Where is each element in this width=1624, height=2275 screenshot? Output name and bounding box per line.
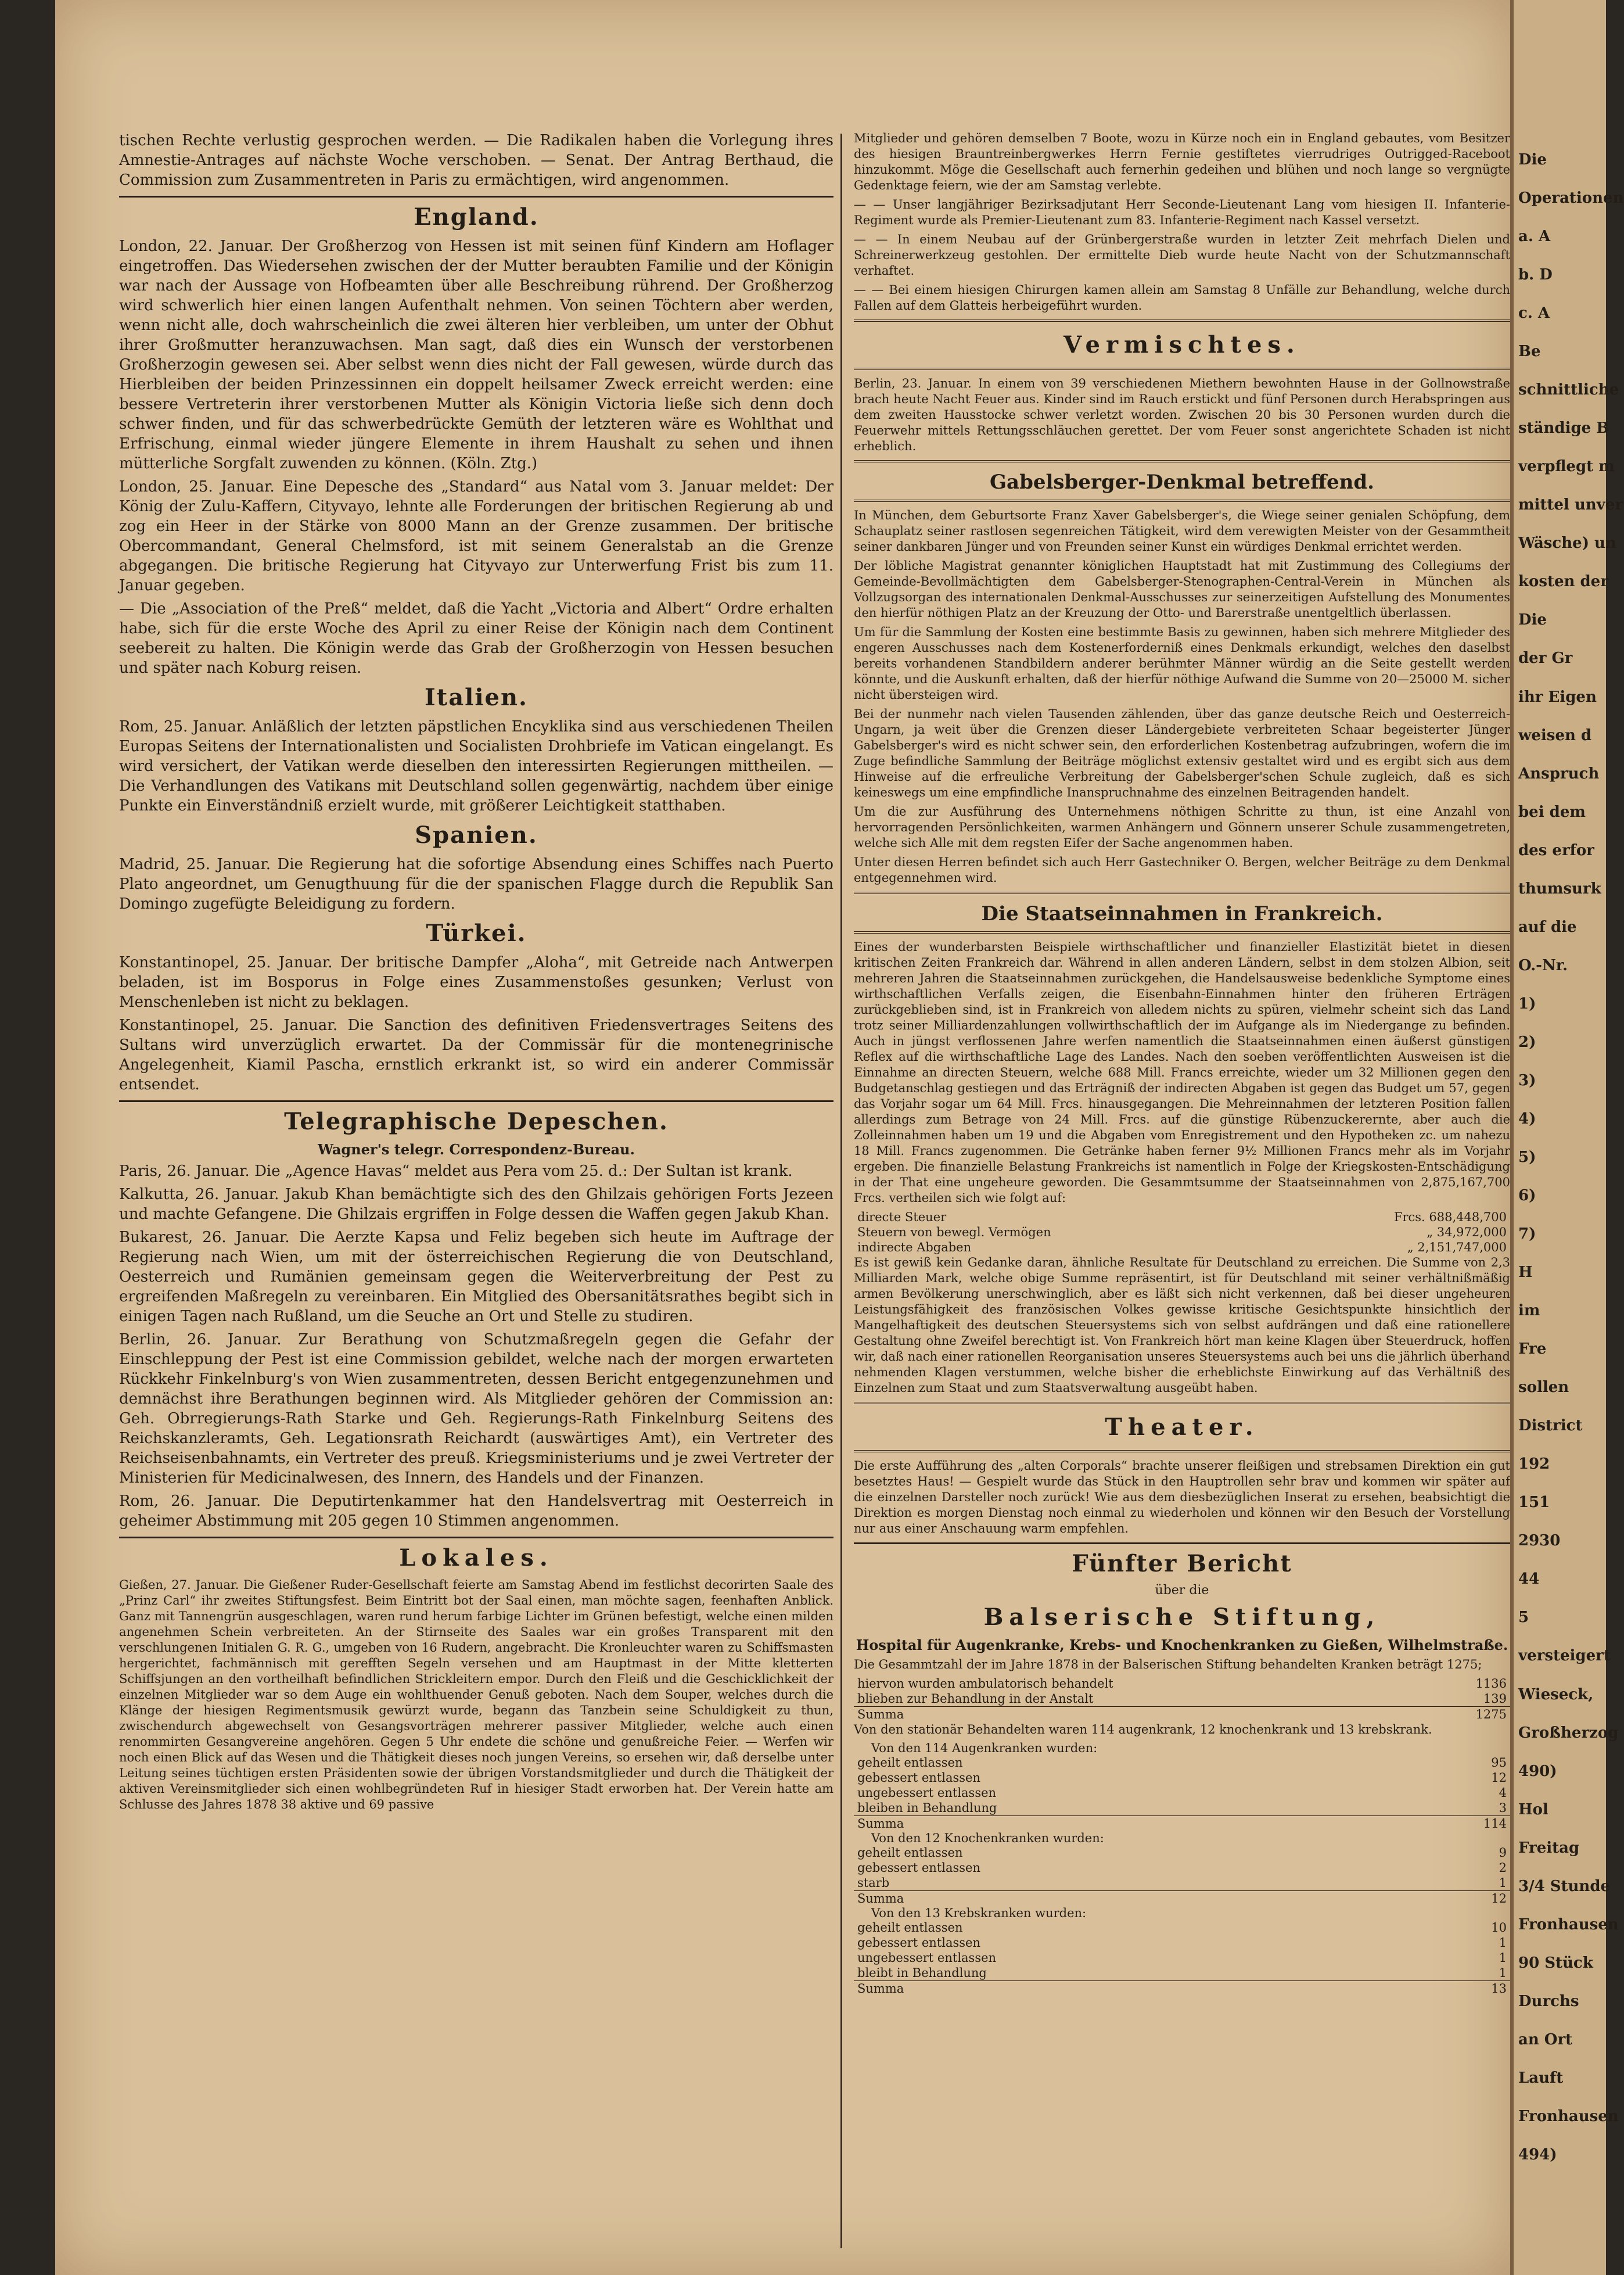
strip-fragment: Lauft [1518, 2069, 1564, 2087]
strip-fragment: 494) [1518, 2145, 1557, 2163]
article-ruder-continued: Mitglieder und gehören demselben 7 Boote, wozu in Kürze noch ein in England gebautes, vom Besitzer des hiesigen Brauntreinbergwerkes Herrn Fernie gestiftetes vierrudriges Outrigged-Raceboot hinzukommt. Möge die Gesellschaft auch fernerhin gedeihen und blühen und noch lange so vergnügte Gedenktage feiern, wie der am Samstag verlebte. [854, 131, 1510, 192]
strip-fragment: ihr Eigen [1518, 688, 1597, 706]
gabelsberger-header [854, 460, 1510, 502]
bericht-p2: Von den stationär Behandelten waren 114 augenkrank, 12 knochenkrank und 13 krebskrank. [854, 1723, 1432, 1736]
krebs-heading: Von den 13 Krebskranken wurden: [871, 1906, 1087, 1920]
table-row: geheilt entlassen 95 [857, 1756, 1507, 1770]
strip-fragment: 1) [1518, 995, 1536, 1013]
column-separator [840, 134, 842, 2248]
strip-fragment: Fronhausen [1518, 1915, 1619, 1933]
gabelsberger-p2: Der löbliche Magistrat genannter königlichen Hauptstadt hat mit Zustimmung des Collegiums der Gemeinde-Bevollmächtigten dem Gabelsberger-Stenographen-Central-Verein in München als Vollzugsorgan des internationalen Denkmal-Ausschusses zur seinerzeitigen Aufstellung des Monumentes den hierfür nöthigen Platz an der Kreuzung der Otto- und Barerstraße unentgeltlich überlassen. [854, 559, 1510, 620]
krebs-table [854, 1920, 1510, 1996]
article-lang: — — Unser langjähriger Bezirksadjutant Herr Seconde-Lieutenant Lang vom hiesigen II. Infanterie-Regiment wurde als Premier-Lieutenant zum 83. Infanterie-Regiment nach Kassel versetzt. [854, 198, 1510, 227]
strip-fragment: Freitag [1518, 1839, 1580, 1857]
theater-header [854, 1402, 1510, 1452]
strip-fragment: Die [1518, 611, 1547, 629]
table-row: bleibt in Behandlung 1 [857, 1966, 1507, 1980]
strip-fragment: Operationen [1518, 189, 1624, 207]
article-rom: Rom, 25. Januar. Anläßlich der letzten päpstlichen Encyklika sind aus verschiedenen Theilen Europas Seitens der Internationalisten und Socialisten Drohbriefe im Vatican eingelangt. Es wird versichert, der Vatikan werde dieselben den interessirten Regierungen mittheilen. — Die Verhandlungen des Vatikans mit Deutschland sollen gegenwärtig, nachdem über einige Punkte ein Einverständniß erzielt wurde, mit größerer Leichtigkeit statthaben. [119, 718, 833, 814]
newspaper-page [55, 0, 1510, 2275]
bericht-p1: Die Gesammtzahl der im Jahre 1878 in der Balserischen Stiftung behandelten Kranken beträgt 1275; [854, 1657, 1482, 1671]
article-london-3: — Die „Association of the Preß“ meldet, daß die Yacht „Victoria and Albert“ Ordre erhalten habe, sich für die erste Woche des April zu einer Reise der Königin nach dem Continent seebereit zu halten. Die Königin werde das Grab der Großherzogin von Hessen besuchen und später nach Koburg reisen. [119, 600, 833, 677]
gabelsberger-p3: Um für die Sammlung der Kosten eine bestimmte Basis zu gewinnen, haben sich mehrere Mitglieder des engeren Ausschusses nach dem Kostenerforderniß eines Denkmals erkundigt, welches den daselbst bereits vorhandenen Standbildern anderer berühmter Männer würdig an die Seite gestellt werden könnte, und die Auskunft erhalten, daß der hierfür nöthige Aufwand die Summe von 20—25000 M. sicher nicht übersteigen wird. [854, 625, 1510, 702]
intro-paragraph: tischen Rechte verlustig gesprochen werden. — Die Radikalen haben die Vorlegung ihres Amnestie-Antrages auf nächste Woche verschoben. — Senat. Der Antrag Berthaud, die Commission zum Zusammentreten in Paris zu ermächtigen, wird angenommen. [119, 132, 833, 189]
strip-fragment: b. D [1518, 266, 1553, 284]
section-title-spanien: Spanien. [415, 821, 538, 849]
table-row: gebessert entlassen 1 [857, 1936, 1507, 1950]
telegram-rom: Rom, 26. Januar. Die Deputirtenkammer hat den Handelsvertrag mit Oesterreich in geheimer Abstimmung mit 205 gegen 10 Stimmen angenommen. [119, 1492, 833, 1530]
strip-fragment: H [1518, 1264, 1533, 1282]
telegram-paris: Paris, 26. Januar. Die „Agence Havas“ meldet aus Pera vom 25. d.: Der Sultan ist krank. [119, 1162, 793, 1180]
table-row: Steuern von bewegl. Vermögen „ 34,972,000 [857, 1225, 1507, 1239]
bureau-subtitle: Wagner's telegr. Correspondenz-Bureau. [318, 1141, 635, 1158]
strip-fragment: der Gr [1518, 650, 1573, 668]
strip-fragment: 7) [1518, 1225, 1536, 1243]
divider [854, 1542, 1510, 1544]
strip-fragment: versteigert [1518, 1647, 1611, 1665]
article-diebstahl: — — In einem Neubau auf der Grünbergerstraße wurden in letzter Zeit mehrfach Dielen und Schreinerwerkzeug gestohlen. Der ermittelte Dieb wurde heute Nacht von der Schutzmannschaft verhaftet. [854, 232, 1510, 278]
augen-heading: Von den 114 Augenkranken wurden: [871, 1741, 1098, 1755]
table-row: directe Steuer Frcs. 688,448,700 [857, 1210, 1507, 1224]
strip-fragment: 6) [1518, 1187, 1536, 1205]
bericht-table-1 [854, 1676, 1510, 1722]
strip-fragment: 44 [1518, 1570, 1540, 1588]
strip-fragment: mittel unver [1518, 496, 1623, 514]
section-title-staatseinnahmen: Die Staatseinnahmen in Frankreich. [981, 902, 1383, 925]
strip-fragment: sollen [1518, 1379, 1569, 1397]
strip-fragment: Hol [1518, 1800, 1548, 1818]
table-row: gebessert entlassen 12 [857, 1771, 1507, 1785]
lokales-body [119, 1577, 833, 1813]
table-row: Summa 1275 [854, 1707, 1510, 1723]
theater-p1: Die erste Aufführung des „alten Corporals“ brachte unserer fleißigen und strebsamen Direktion ein gut besetztes Haus! — Gespielt wurde das Stück in den Hauptrollen sehr brav und kommen wir später auf die einzelnen Darsteller noch zurück! Wie aus dem diesbezüglichen Inserat zu ersehen, beabsichtigt die Direktion es morgen Dienstag noch einmal zu wiederholen und können wir den Besuch der Vorstellung nur aus einer Anschauung warm empfehlen. [854, 1459, 1510, 1535]
strip-fragment: O.-Nr. [1518, 956, 1568, 974]
table-row: Summa 114 [854, 1816, 1510, 1832]
section-title-italien: Italien. [425, 684, 528, 711]
left-column [119, 131, 833, 1816]
section-title-gabelsberger: Gabelsberger-Denkmal betreffend. [990, 471, 1374, 494]
article-madrid: Madrid, 25. Januar. Die Regierung hat die sofortige Absendung eines Schiffes nach Puerto Plato angeordnet, um Genugthuung für die der spanischen Flagge durch die Republik San Domingo zugefügte Beleidigung zu fordern. [119, 856, 833, 913]
strip-fragment: an Ort [1518, 2030, 1573, 2048]
table-row: geheilt entlassen 10 [857, 1921, 1507, 1935]
strip-fragment: im [1518, 1302, 1540, 1320]
bericht-subtitle: Hospital für Augenkranke, Krebs- und Knochenkranken zu Gießen, Wilhelmstraße. [856, 1637, 1508, 1653]
table-row: bleiben in Behandlung 3 [857, 1801, 1507, 1815]
article-berlin-feuer: Berlin, 23. Januar. In einem von 39 verschiedenen Miethern bewohnten Hause in der Gollnowstraße brach heute Nacht Feuer aus. Kinder sind im Rauch erstickt und fünf Personen durch Herabspringen aus dem zweiten Hausstocke schwer verletzt worden. Zwischen 20 bis 30 Personen wurden durch die Feuerwehr mittels Rettungsschläuchen gerettet. Der vom Feuer sonst angerichtete Schaden ist nicht erheblich. [854, 376, 1510, 453]
staatseinnahmen-header [854, 892, 1510, 934]
gabelsberger-body [854, 508, 1510, 886]
article-unfaelle: — — Bei einem hiesigen Chirurgen kamen allein am Samstag 8 Unfälle zur Behandlung, welche durch Fallen auf dem Glatteis herbeigeführt wurden. [854, 283, 1510, 313]
article-konstantinopel-2: Konstantinopel, 25. Januar. Die Sanction des definitiven Friedensvertrages Seitens des Sultans wird unverzüglich erwartet. Da der Commissär für die montenegrinische Angelegenheit, Kiamil Pascha, ernstlich erkrankt ist, so wird ein anderer Commissär entsendet. [119, 1017, 833, 1093]
table-row: hiervon wurden ambulatorisch behandelt 1136 [857, 1677, 1507, 1691]
strip-fragment: weisen d [1518, 726, 1592, 744]
strip-fragment: Großherzog [1518, 1724, 1619, 1742]
article-london-1: London, 22. Januar. Der Großherzog von Hessen ist mit seinen fünf Kindern am Hoflager eingetroffen. Das Wiedersehen zwischen der der Mutter beraubten Familie und der Königin war nach der Aussage von Hofbeamten über alle Beschreibung rührend. Der Großherzog wird schwerlich hier einen langen Aufenthalt nehmen. Von seinen Töchtern aber werden, wenn nicht alle, doch wahrscheinlich die zwei älteren hier verbleiben, um unter der Obhut ihrer Großmutter heranzuwachsen. Man sagt, daß dies ein Wunsch der verstorbenen Großherzogin gewesen sei. Aber selbst wenn dies nicht der Fall gewesen, würde durch das Hierbleiben der beiden Prinzessinnen ein doppelt heilsamer Zweck erreicht werden: eine bessere Vertreterin ihrer verstorbenen Mutter als Königin Victoria ließe sich denn doch schwer finden, und für das schwerbedrückte Gemüth der letzteren wäre es Wohlthat und Erfrischung, einmal wieder jüngere Elemente in ihrem Haushalt zu sehen und ihnen mütterliche Sorgfalt zuwenden zu können. (Köln. Ztg.) [119, 238, 833, 472]
section-title-telegraphische-depeschen: Telegraphische Depeschen. [284, 1108, 669, 1135]
strip-fragment: thumsurk [1518, 880, 1601, 898]
staatseinnahmen-table [854, 1210, 1510, 1255]
staatseinnahmen-p1: Eines der wunderbarsten Beispiele wirthschaftlicher und finanzieller Elastizität bietet in diesen kritischen Zeiten Frankreich dar. Während in allen anderen Ländern, selbst in dem stolzen Albion, seit mehreren Jahren die Staatseinnahmen zurückgehen, die Handelsausweise bedenkliche Symptome eines wirthschaftlichen Verfalls zeigen, die Eisenbahn-Einnahmen hinter den früheren Erträgen zurückgeblieben sind, ist in Frankreich von alledem nichts zu spüren, vielmehr scheint sich das Land trotz seiner Milliardenzahlungen vollwirthschaftlich der im Aufgange als im Niedergange zu befinden. Auch in jüngst verflossenen Jahre werfen namentlich die Staatseinnahmen einen äußerst günstigen Reflex auf die wirthschaftliche Lage des Landes. Nach den soeben veröffentlichten Ausweisen ist die Einnahme an directen Steuern, welche 688 Mill. Francs erreichte, wieder um 32 Millionen gegen den Budgetanschlag gestiegen und das Erträgniß der indirecten Abgaben ist gegen das Budget um 57, gegen das Vorjahr sogar um 64 Mill. Frcs. hinausgegangen. Die Mehreinnahmen der letzteren Position fallen allerdings zum Betrage von 24 Mill. Frcs. auf die günstige Rübenzuckerernte, aber auch die Zolleinnahmen haben um 19 und die Abgaben vom Enregistrement und den Hypotheken zc. um nahezu 18 Mill. Francs zugenommen. Die Getränke haben ferner 9½ Millionen Francs mehr als im Vorjahr ergeben. Die finanzielle Belastung Frankreichs ist namentlich in Folge der Kriegskosten-Entschädigung in der That eine ungeheure geworden. Die Gesammtsumme der Staatseinnahmen von 2,875,167,700 Frcs. vertheilen sich wie folgt auf: [854, 940, 1510, 1205]
vermischtes-body [854, 376, 1510, 454]
staatseinnahmen-body [854, 939, 1510, 1396]
table-row: indirecte Abgaben „ 2,151,747,000 [857, 1240, 1507, 1254]
strip-fragment: ständige B [1518, 419, 1609, 437]
strip-fragment: 5 [1518, 1609, 1529, 1627]
article-london-2: London, 25. Januar. Eine Depesche des „Standard“ aus Natal vom 3. Januar meldet: Der König der Zulu-Kaffern, Cityvayo, lehnte alle Forderungen der britischen Regierung ab und zog ein Heer in der Stärke von 8000 Mann an der Grenze zusammen. Der britische Obercommandant, General Chelmsford, ist mit seinem Generalstab an die Grenze abgegangen. Die britische Regierung hat Cityvayo zur Unterwerfung Frist bis zum 11. Januar gegeben. [119, 478, 833, 594]
bericht-name: Balserische Stiftung, [983, 1603, 1381, 1631]
table-row: Summa 13 [854, 1981, 1510, 1997]
strip-fragment: 4) [1518, 1110, 1536, 1128]
divider [119, 196, 833, 198]
telegram-bukarest: Bukarest, 26. Januar. Die Aerzte Kapsa und Feliz begeben sich heute im Auftrage der Regierung nach Wien, um mit der österreichischen Regierung die von Deutschland, Oesterreich und Rumänien gemeinsam gegen die Weiterverbreitung der Pest zu ergreifenden Maßregeln zu vereinbaren. Ein Mitglied des Obersanitätsrathes begibt sich in einigen Tagen nach Rußland, um die Seuche an Ort und Stelle zu studiren. [119, 1229, 833, 1325]
gabelsberger-p4: Bei der nunmehr nach vielen Tausenden zählenden, über das ganze deutsche Reich und Oesterreich-Ungarn, ja weit über die Grenzen dieser Ländergebiete verbreiteten Schaar begeisterter Jünger Gabelsberger's wird es nicht schwer sein, den erforderlichen Kostenbetrag aufzubringen, wofern die im Zuge befindliche Sammlung der Beiträge möglichst extensiv gestaltet wird und es ergibt sich aus dem Hinweise auf die erfreuliche Verbreitung der Gabelsberger'schen Schule zugleich, daß es sich keineswegs um eine empfindliche Inanspruchnahme des einzelnen Beitragenden handelt. [854, 707, 1510, 799]
theater-body [854, 1458, 1510, 1537]
strip-fragment: auf die [1518, 918, 1577, 936]
strip-fragment: Die [1518, 151, 1547, 168]
article-konstantinopel-1: Konstantinopel, 25. Januar. Der britische Dampfer „Aloha“, mit Getreide nach Antwerpen beladen, ist im Bosporus in Folge eines Zusammenstoßes gesunken; Verlust von Menschenleben ist nicht zu beklagen. [119, 954, 833, 1011]
strip-fragment: Durchs [1518, 1992, 1579, 2010]
bericht-body [854, 1657, 1510, 1996]
section-title-tuerkei: Türkei. [426, 920, 527, 947]
strip-fragment: Wäsche) un [1518, 534, 1616, 552]
bericht-ueber: über die [1155, 1583, 1209, 1598]
strip-fragment: 3/4 Stunde [1518, 1877, 1611, 1895]
augen-table [854, 1755, 1510, 1831]
strip-fragment: 5) [1518, 1148, 1536, 1166]
article-giessen: Gießen, 27. Januar. Die Gießener Ruder-Gesellschaft feierte am Samstag Abend im festlichst decorirten Saale des „Prinz Carl“ ihr zweites Stiftungsfest. Beim Eintritt bot der Saal einen, man möchte sagen, feenhaften Anblick. Ganz mit Tannengrün ausgeschlagen, waren rund herum farbige Lichter im Grünen befestigt, welche einen milden angenehmen Schein verbreiteten. An der Stirnseite des Saales war ein großes Transparent mit den verschlungenen Initialen G. R. G., umgeben von 16 Rudern, angebracht. Die Kronleuchter waren zu Schiffsmasten hergerichtet, fachmännisch mit gerefften Segeln versehen und am Hauptmast in der Mitte kletterten Schiffsjungen an den vortheilhaft befindlichen Strickleitern empor. Durch den Fleiß und die Geschicklichkeit der einzelnen Mitglieder war so dem Auge ein wohlthuender Genuß geboten. Nach dem Souper, welches durch die Klänge der hiesigen Regimentsmusik gewürzt wurde, begann das Tanzbein seine Schuldigkeit zu thun, zwischendurch abgewechselt von Gesangsvorträgen mehrerer passiver Mitglieder, welche auch einen renommirten Gesangvereine angehören. Gegen 5 Uhr endete die schöne und genußreiche Feier. — Werfen wir noch einen Blick auf das Wesen und die Thätigkeit dieses noch jungen Vereins, so ersehen wir, daß derselbe unter Leitung seines tüchtigen ersten Präsidenten sowie der übrigen Vorstandsmitglieder und durch die Thätigkeit der aktiven Vereinsmitglieder sich einen wohlbegründeten Ruf in hiesiger Stadt erworben hat. Der Verein hatte am Schlusse des Jahres 1878 38 aktive und 69 passive [119, 1578, 833, 1811]
telegram-kalkutta: Kalkutta, 26. Januar. Jakub Khan bemächtigte sich des den Ghilzais gehörigen Forts Jezeen und machte Gefangene. Die Ghilzais ergriffen in Folge dessen die Waffen gegen Jakub Khan. [119, 1186, 833, 1223]
table-row: Summa 12 [854, 1891, 1510, 1907]
gabelsberger-p1: In München, dem Geburtsorte Franz Xaver Gabelsberger's, die Wiege seiner genialen Schöpfung, dem Schauplatz seiner rastlosen segenreichen Tätigkeit, wird dem verewigten Meister von der Gesammtheit seiner dankbaren Jünger und von Freunden seiner Kunst ein würdiges Denkmal errichtet werden. [854, 508, 1510, 554]
strip-fragment: Anspruch [1518, 765, 1600, 783]
table-row: ungebessert entlassen 1 [857, 1951, 1507, 1965]
strip-fragment: bei dem [1518, 803, 1586, 821]
strip-fragment: 2) [1518, 1033, 1536, 1051]
strip-fragment: 490) [1518, 1762, 1557, 1780]
table-row: geheilt entlassen 9 [857, 1846, 1507, 1860]
strip-fragment: verpflegt m [1518, 458, 1615, 476]
divider [119, 1100, 833, 1102]
strip-fragment: Fronhausen [1518, 2107, 1619, 2125]
table-row: gebessert entlassen 2 [857, 1861, 1507, 1875]
strip-fragment: Wieseck, [1518, 1685, 1594, 1703]
gabelsberger-p5: Um die zur Ausführung des Unternehmens nöthigen Schritte zu thun, ist eine Anzahl von hervorragenden Persönlichkeiten, warmen Anhängern und Gönnern unserer Schule zusammengetreten, welche sich Alle mit dem regsten Eifer der Sache angenommen haben. [854, 805, 1510, 850]
strip-fragment: Be [1518, 343, 1541, 361]
table-row: starb 1 [857, 1876, 1507, 1890]
strip-fragment: District [1518, 1417, 1583, 1435]
bericht-title: Fünfter Bericht [1072, 1550, 1292, 1577]
section-title-england: England. [414, 203, 539, 231]
table-row: blieben zur Behandlung in der Anstalt 139 [857, 1692, 1507, 1706]
knochen-table [854, 1845, 1510, 1906]
strip-fragment: Fre [1518, 1340, 1547, 1358]
section-title-lokales: Lokales. [399, 1544, 554, 1571]
right-column [854, 131, 1510, 1996]
staatseinnahmen-p2: Es ist gewiß kein Gedanke daran, ähnliche Resultate für Deutschland zu erreichen. Die Summe von 2,3 Milliarden Mark, welche obige Summe repräsentirt, ist für Deutschland mit seiner verhältnißmäßig armen Bevölkerung unerschwinglich, aber es läßt sich nicht verkennen, daß bei dieser ungeheuren Leistungsfähigkeit des französischen Volkes gewisse kritische Gesichtspunkte hinsichtlich der Mangelhaftigkeit des deutschen Steuersystems sich von selbst aufdrängen und daß eine rationellere Gestaltung ohne Zweifel berechtigt ist. Von Frankreich hört man keine Klagen über Steuerdruck, hoffen wir, daß nach einer rationellen Reorganisation unseres Steuersystems auch bei uns die jährlich überhand nehmenden Klagen verstummen, welche bisher die erheblichste Einwirkung auf das Verhältniß des Einzelnen zum Staat und zum Staatsverwaltung ausgeübt haben. [854, 1255, 1510, 1395]
lokales-continued [854, 131, 1510, 314]
strip-fragment: 90 Stück [1518, 1954, 1593, 1972]
strip-fragment: 151 [1518, 1494, 1550, 1512]
section-title-theater: Theater. [1105, 1413, 1259, 1441]
telegram-berlin: Berlin, 26. Januar. Zur Berathung von Schutzmaßregeln gegen die Gefahr der Einschleppung der Pest ist eine Commission gebildet, welche nach der morgen erwarteten Rückkehr Finkelnburg's von Wien zusammentreten, dessen Bericht entgegenzunehmen und demnächst ihre Berathungen beginnen wird. Als Mitglieder gehören der Commission an: Geh. Obrregierungs-Rath Starke und Geh. Regierungs-Rath Finkelnburg Seitens des Reichskanzleramts, Geh. Legationsrath Reichardt (auswärtiges Amt), ein Vertreter des Reichseisenbahnamts, ein Vertreter des preuß. Kriegsministeriums und je zwei Vertreter der Ministerien für Medicinalwesen, des Innern, des Handels und der Finanzen. [119, 1331, 833, 1487]
divider [119, 1537, 833, 1538]
strip-fragment: des erfor [1518, 841, 1594, 859]
strip-fragment: 2930 [1518, 1532, 1561, 1550]
knochen-heading: Von den 12 Knochenkranken wurden: [871, 1831, 1104, 1845]
strip-fragment: 192 [1518, 1455, 1550, 1473]
strip-fragment: 3) [1518, 1071, 1536, 1089]
strip-fragment: schnittliche [1518, 381, 1619, 399]
section-title-vermischtes: Vermischtes. [1063, 331, 1300, 358]
table-row: ungebessert entlassen 4 [857, 1786, 1507, 1800]
strip-fragment: kosten der [1518, 573, 1608, 591]
adjacent-page-strip [1510, 0, 1624, 2275]
strip-fragment: a. A [1518, 228, 1551, 246]
vermischtes-header [854, 320, 1510, 370]
gabelsberger-p6: Unter diesen Herren befindet sich auch Herr Gastechniker O. Bergen, welcher Beiträge zu dem Denkmal entgegennehmen wird. [854, 855, 1510, 885]
strip-fragment: c. A [1518, 304, 1550, 322]
